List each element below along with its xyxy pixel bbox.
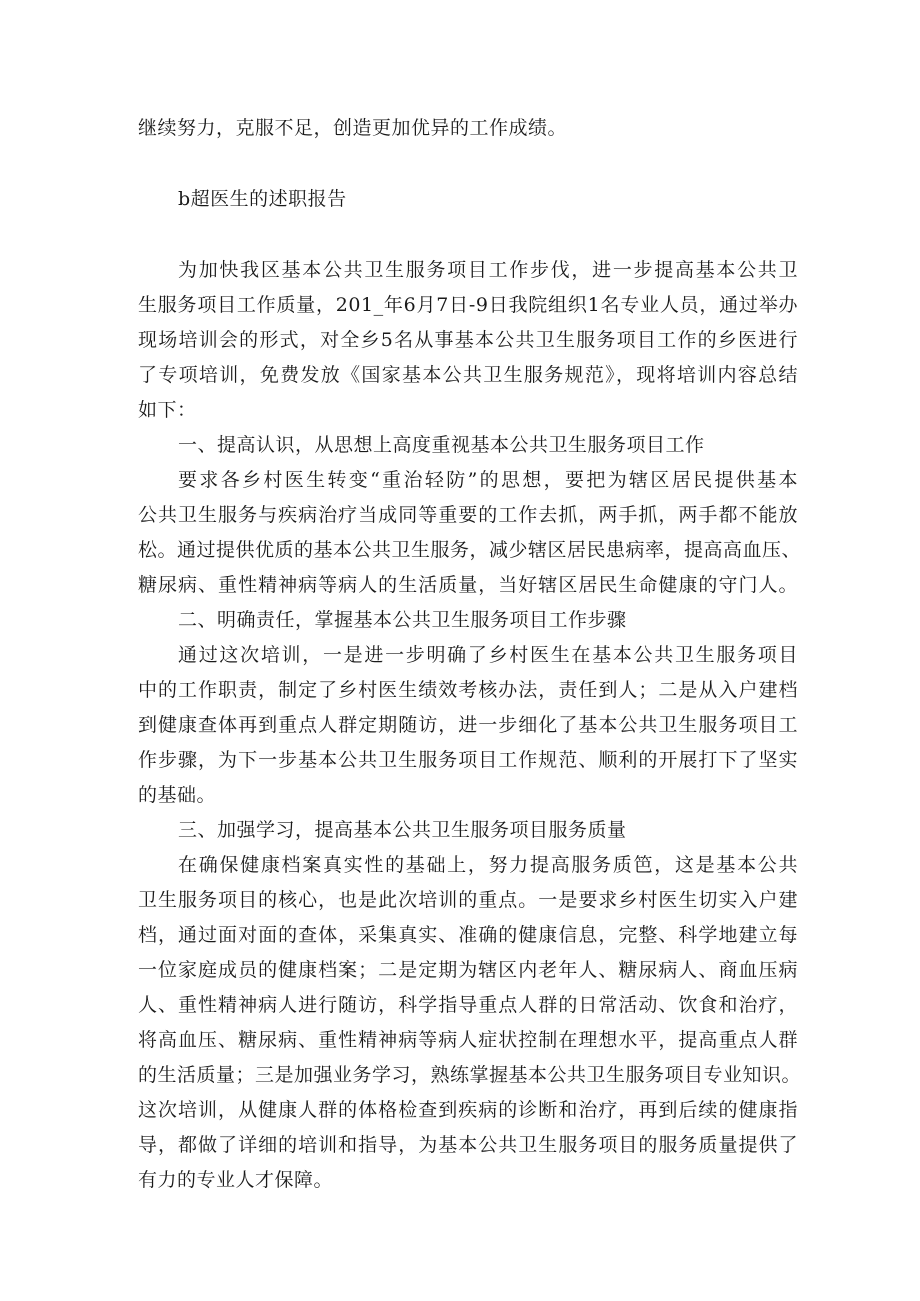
paragraph-line: 糖尿病、重性精神病等病人的生活质量，当好辖区居民生命健康的守门人。: [138, 574, 798, 596]
closing-line: 继续努力，克服不足，创造更加优异的工作成绩。: [138, 117, 568, 139]
paragraph-line: 公共卫生服务与疾病治疗当成同等重要的工作去抓，两手抓，两手都不能放: [138, 504, 798, 526]
paragraph-line: 松。通过提供优质的基本公共卫生服务，减少辖区居民患病率，提高高血压、: [138, 539, 802, 561]
paragraph-line: 有力的专业人才保障。: [138, 1169, 334, 1191]
paragraph-line: 要求各乡村医生转变“重治轻防”的思想，要把为辖区居民提供基本: [178, 469, 798, 491]
paragraph-line: 的基础。: [138, 784, 217, 806]
paragraph-line: 一位家庭成员的健康档案；二是定期为辖区内老年人、糖尿病人、商血压病: [138, 959, 798, 981]
paragraph-line: 档，通过面对面的查体，采集真实、准确的健康信息，完整、科学地建立每: [138, 924, 798, 946]
paragraph-line: 到健康查体再到重点人群定期随访，进一步细化了基本公共卫生服务项目工: [138, 714, 798, 736]
paragraph-line: 生服务项目工作质量，201_年6月7日-9日我院组织1名专业人员，通过举办: [138, 294, 798, 316]
paragraph-line: 的生活质量；三是加强业务学习，熟练掌握基本公共卫生服务项目专业知识。: [138, 1064, 802, 1086]
paragraph-line: 这次培训，从健康人群的体格检查到疾病的诊断和治疗，再到后续的健康指: [138, 1099, 798, 1121]
paragraph-line: 将高血压、糖尿病、重性精神病等病人症状控制在理想水平，提高重点人群: [138, 1029, 798, 1051]
paragraph-line: 在确保健康档案真实性的基础上，努力提高服务质笆，这是基本公共: [178, 854, 798, 876]
report-title: b超医生的述职报告: [178, 188, 347, 210]
section-heading-3: 三、加强学习，提高基本公共卫生服务项目服务质量: [178, 819, 627, 841]
paragraph-line: 卫生服务项目的核心，也是此次培训的重点。一是要求乡村医生切实入户建: [138, 889, 798, 911]
paragraph-line: 导，都做了详细的培训和指导，为基本公共卫生服务项目的服务质量提供了: [138, 1134, 798, 1156]
section-heading-1: 一、提高认识，从思想上高度重视基本公共卫生服务项目工作: [178, 434, 705, 456]
section-heading-2: 二、明确责任，掌握基本公共卫生服务项目工作步骤: [178, 609, 627, 631]
paragraph-line: 作步骤，为下一步基本公共卫生服务项目工作规范、顺利的开展打下了坚实: [138, 749, 798, 771]
paragraph-line: 为加快我区基本公共卫生服务项目工作步伐，进一步提高基本公共卫: [178, 259, 798, 281]
paragraph-line: 现场培训会的形式，对全乡5名从事基本公共卫生服务项目工作的乡医进行: [138, 329, 798, 351]
paragraph-line: 中的工作职责，制定了乡村医生绩效考核办法，责任到人；二是从入户建档: [138, 679, 798, 701]
paragraph-line: 通过这次培训，一是进一步明确了乡村医生在基本公共卫生服务项目: [178, 644, 798, 666]
paragraph-line: 了专项培训，免费发放《国家基本公共卫生服务规范》，现将培训内容总结: [138, 364, 798, 386]
paragraph-line: 人、重性精神病人进行随访，科学指导重点人群的日常活动、饮食和治疗，: [138, 994, 798, 1016]
paragraph-line: 如下：: [138, 399, 197, 421]
